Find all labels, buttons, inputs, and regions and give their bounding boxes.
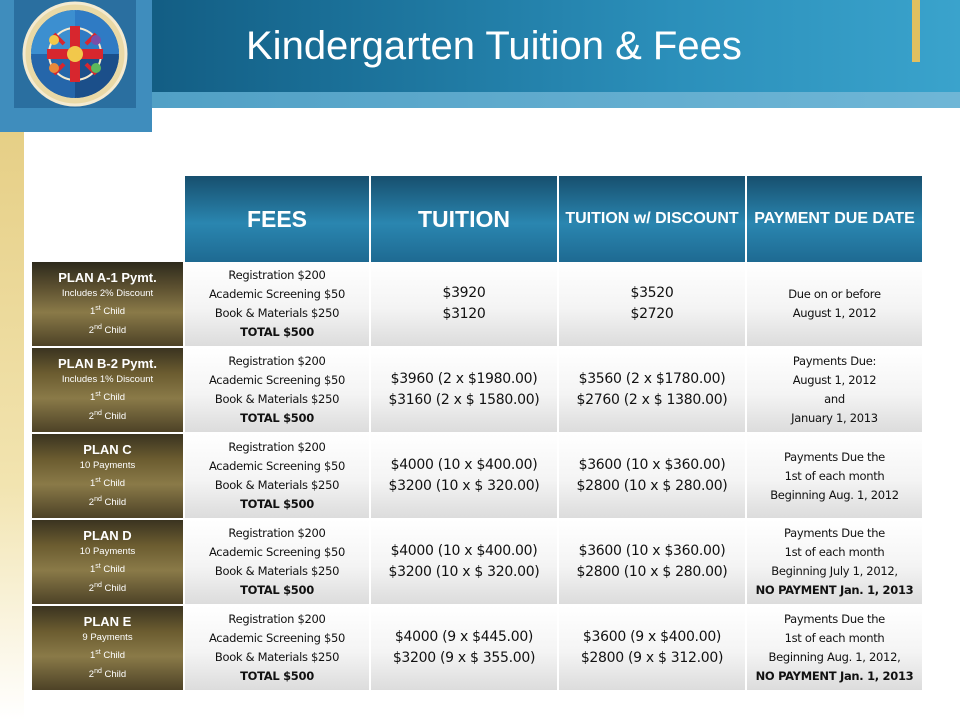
plan-subtitle: 10 Payments xyxy=(79,460,136,472)
fees-total: TOTAL $500 xyxy=(240,583,314,597)
header-payment-due: PAYMENT DUE DATE xyxy=(746,176,922,262)
payment-due-cell xyxy=(746,519,922,605)
plan-name: PLAN E xyxy=(83,614,132,630)
tuition-table xyxy=(32,176,922,692)
tuition-discount-cell xyxy=(558,262,746,347)
plan-name: PLAN B-2 Pymt. xyxy=(58,356,157,372)
plan-child-1: 1st Child xyxy=(89,649,126,662)
plan-child-1: 1st Child xyxy=(89,305,126,318)
no-payment-note: NO PAYMENT Jan. 1, 2013 xyxy=(755,583,914,597)
discount-amount: $3600 (9 x $400.00) xyxy=(582,629,722,645)
plan-subtitle: 9 Payments xyxy=(82,632,133,644)
due-line: August 1, 2012 xyxy=(792,373,877,387)
due-line: Payments Due the xyxy=(784,612,885,626)
table-header-row xyxy=(32,176,922,262)
tuition-amount: $3200 (9 x $ 355.00) xyxy=(392,650,536,666)
table-row xyxy=(32,347,922,433)
plan-child-2: 2nd Child xyxy=(88,667,127,680)
discount-amount: $2800 (10 x $ 280.00) xyxy=(576,564,728,580)
discount-amount: $3600 (10 x $360.00) xyxy=(578,457,726,473)
plan-subtitle: 10 Payments xyxy=(79,546,136,558)
fees-total: TOTAL $500 xyxy=(240,669,314,683)
plan-child-1: 1st Child xyxy=(89,563,126,576)
discount-amount: $3520 xyxy=(630,285,674,301)
tuition-amount: $4000 (10 x $400.00) xyxy=(390,457,538,473)
due-line: Beginning July 1, 2012, xyxy=(771,564,898,578)
page-title: Kindergarten Tuition & Fees xyxy=(246,24,742,68)
fee-item: Registration $200 xyxy=(228,354,326,368)
plan-label-cell xyxy=(32,347,184,433)
tuition-amount: $3200 (10 x $ 320.00) xyxy=(388,478,540,494)
due-line: 1st of each month xyxy=(784,468,885,483)
fees-total: TOTAL $500 xyxy=(240,325,314,339)
plan-child-2: 2nd Child xyxy=(88,323,127,336)
due-line: January 1, 2013 xyxy=(791,411,878,425)
payment-due-cell xyxy=(746,605,922,691)
payment-due-cell xyxy=(746,347,922,433)
tuition-amount: $3960 (2 x $1980.00) xyxy=(390,371,538,387)
due-line: 1st of each month xyxy=(784,545,885,559)
due-line: Due on or before xyxy=(788,287,881,301)
fees-cell xyxy=(184,262,370,347)
fee-item: Book & Materials $250 xyxy=(214,306,340,320)
fee-item: Book & Materials $250 xyxy=(214,564,340,578)
logo-frame xyxy=(0,0,152,132)
due-line: and xyxy=(824,392,845,406)
due-line: August 1, 2012 xyxy=(792,306,877,320)
gold-accent-bar xyxy=(912,0,920,62)
tuition-cell xyxy=(370,433,558,519)
fee-item: Registration $200 xyxy=(228,526,326,540)
due-line: Payments Due the xyxy=(784,526,885,540)
plan-label-cell xyxy=(32,519,184,605)
plan-subtitle: Includes 1% Discount xyxy=(61,374,154,386)
plan-label-cell xyxy=(32,262,184,347)
plan-subtitle: Includes 2% Discount xyxy=(61,288,154,300)
plan-label-cell xyxy=(32,433,184,519)
discount-amount: $2720 xyxy=(630,306,674,322)
plan-name: PLAN A-1 Pymt. xyxy=(58,270,157,286)
fee-item: Registration $200 xyxy=(228,440,326,454)
fee-item: Book & Materials $250 xyxy=(214,650,340,664)
tuition-cell xyxy=(370,605,558,691)
stained-glass-logo-icon xyxy=(14,0,136,108)
discount-amount: $3560 (2 x $1780.00) xyxy=(578,371,726,387)
header-corner xyxy=(32,176,184,262)
fee-item: Academic Screening $50 xyxy=(208,287,346,301)
discount-amount: $2760 (2 x $ 1380.00) xyxy=(576,392,728,408)
fee-item: Registration $200 xyxy=(228,612,326,626)
fees-cell xyxy=(184,433,370,519)
discount-amount: $3600 (10 x $360.00) xyxy=(578,543,726,559)
fee-item: Academic Screening $50 xyxy=(208,459,346,473)
header-tuition: TUITION xyxy=(370,176,558,262)
no-payment-note: NO PAYMENT Jan. 1, 2013 xyxy=(755,669,914,683)
plan-rows xyxy=(32,262,922,691)
plan-name: PLAN C xyxy=(83,442,132,458)
due-line: Beginning Aug. 1, 2012 xyxy=(770,487,899,502)
fees-cell xyxy=(184,605,370,691)
table-row xyxy=(32,433,922,519)
header-fees: FEES xyxy=(184,176,370,262)
fees-cell xyxy=(184,347,370,433)
tuition-cell xyxy=(370,347,558,433)
fee-item: Academic Screening $50 xyxy=(208,631,346,645)
plan-label-cell xyxy=(32,605,184,691)
tuition-cell xyxy=(370,519,558,605)
due-line: Beginning Aug. 1, 2012, xyxy=(768,650,901,664)
tuition-amount: $4000 (9 x $445.00) xyxy=(394,629,534,645)
plan-name: PLAN D xyxy=(83,528,132,544)
table-row xyxy=(32,519,922,605)
tuition-amount: $3920 xyxy=(442,285,486,301)
discount-amount: $2800 (9 x $ 312.00) xyxy=(580,650,724,666)
plan-child-2: 2nd Child xyxy=(88,495,127,508)
header-tuition-discount: TUITION w/ DISCOUNT xyxy=(558,176,746,262)
payment-due-cell xyxy=(746,433,922,519)
left-gold-bar xyxy=(0,132,24,720)
plan-child-1: 1st Child xyxy=(89,391,126,404)
fees-total: TOTAL $500 xyxy=(240,497,314,511)
fee-item: Academic Screening $50 xyxy=(208,373,346,387)
discount-amount: $2800 (10 x $ 280.00) xyxy=(576,478,728,494)
logo-backdrop xyxy=(14,0,136,108)
fee-item: Book & Materials $250 xyxy=(214,478,340,492)
tuition-amount: $3160 (2 x $ 1580.00) xyxy=(388,392,540,408)
fees-cell xyxy=(184,519,370,605)
tuition-discount-cell xyxy=(558,605,746,691)
table-row xyxy=(32,605,922,691)
tuition-discount-cell xyxy=(558,519,746,605)
due-line: Payments Due: xyxy=(792,354,877,368)
fee-item: Registration $200 xyxy=(228,268,326,282)
plan-child-2: 2nd Child xyxy=(88,581,127,594)
due-line: 1st of each month xyxy=(784,631,885,645)
due-line: Payments Due the xyxy=(784,449,885,464)
tuition-discount-cell xyxy=(558,347,746,433)
table-row xyxy=(32,262,922,347)
plan-child-2: 2nd Child xyxy=(88,409,127,422)
fee-item: Academic Screening $50 xyxy=(208,545,346,559)
tuition-amount: $3120 xyxy=(442,306,486,322)
tuition-cell xyxy=(370,262,558,347)
plan-child-1: 1st Child xyxy=(89,477,126,490)
tuition-amount: $3200 (10 x $ 320.00) xyxy=(388,564,540,580)
fee-item: Book & Materials $250 xyxy=(214,392,340,406)
tuition-amount: $4000 (10 x $400.00) xyxy=(390,543,538,559)
fees-total: TOTAL $500 xyxy=(240,411,314,425)
tuition-discount-cell xyxy=(558,433,746,519)
payment-due-cell xyxy=(746,262,922,347)
